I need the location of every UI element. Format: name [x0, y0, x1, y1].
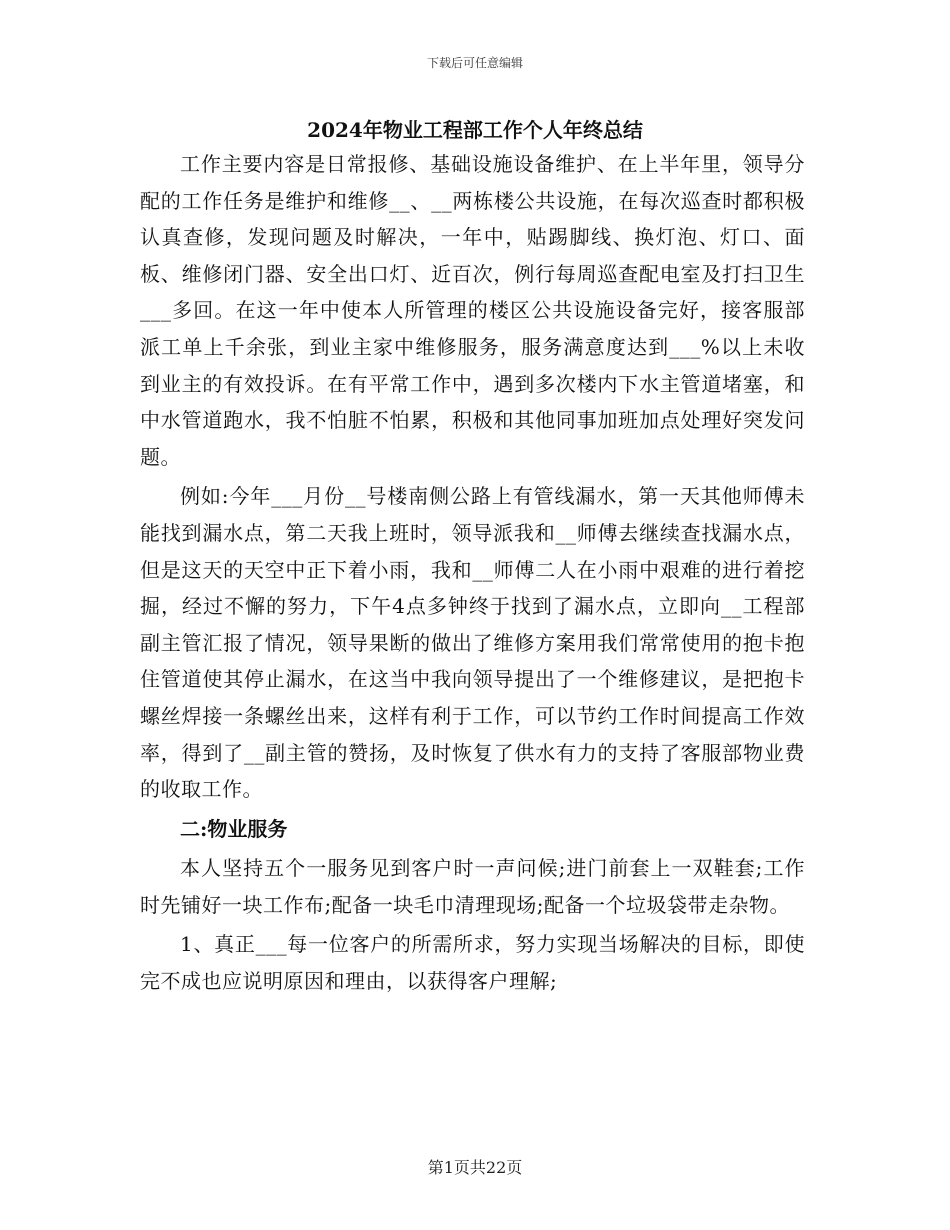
page-number: 第1页共22页: [427, 1158, 523, 1177]
download-note: 下载后可任意编辑: [426, 56, 523, 70]
document-body: [140, 146, 805, 1003]
paragraph-five-services: 本人坚持五个一服务见到客户时一声问候;进门前套上一双鞋套;工作时先铺好一块工作布;配备一块毛巾清理现场;配备一个垃圾袋带走杂物。: [140, 856, 805, 917]
paragraph-item-1: 1、真正___每一位客户的所需所求，努力实现当场解决的目标，即使完不成也应说明原因和理由，以获得客户理解;: [140, 932, 805, 994]
paragraph-example: 例如:今年___月份__号楼南侧公路上有管线漏水，第一天其他师傅未能找到漏水点，第二天我上班时，领导派我和__师傅去继续查找漏水点，但是这天的天空中正下着小雨，我和__师傅二人在小雨中艰难的进行着挖掘，经过不懈的努力，下午4点多钟终于找到了漏水点，立即向__工程部副主管汇报了情况，领导果断的做出了维修方案用我们常常使用的抱卡抱住管道使其停止漏水，在这当中我向领导提出了一个维修建议，是把抱卡螺丝焊接一条螺丝出来，这样有利于工作，可以节约工作时间提高工作效率，得到了__副主管的赞扬，及时恢复了供水有力的支持了客服部物业费的收取工作。: [140, 484, 805, 802]
document-title: 2024年物业工程部工作个人年终总结: [307, 118, 643, 142]
paragraph-work-content: 工作主要内容是日常报修、基础设施设备维护、在上半年里，领导分配的工作任务是维护和维修__、__两栋楼公共设施，在每次巡查时都积极认真查修，发现问题及时解决，一年中，贴踢脚线、换灯泡、灯口、面板、维修闭门器、安全出口灯、近百次，例行每周巡查配电室及打扫卫生___多回。在这一年中使本人所管理的楼区公共设施设备完好，接客服部派工单上千余张，到业主家中维修服务，服务满意度达到___%以上未收到业主的有效投诉。在有平常工作中，遇到多次楼内下水主管道堵塞，和中水管道跑水，我不怕脏不怕累，积极和其他同事加班加点处理好突发问题。: [140, 152, 805, 469]
section-heading-property-service: 二:物业服务: [180, 816, 288, 841]
